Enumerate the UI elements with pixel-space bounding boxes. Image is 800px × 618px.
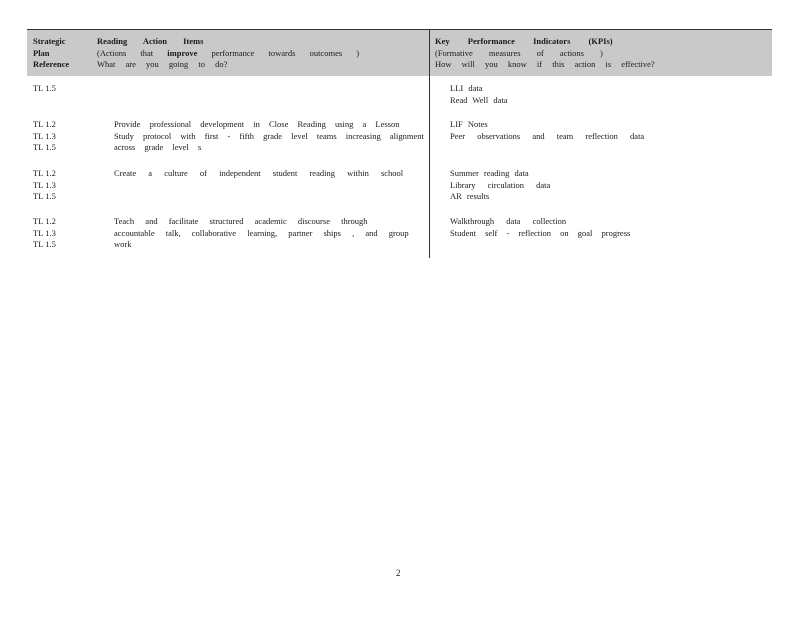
header-actions-sub-bold: improve (167, 47, 198, 58)
header-actions-sub (97, 48, 417, 60)
ref-code: TL 1.3 (33, 227, 56, 238)
ref-code: TL 1.2 (33, 168, 56, 178)
kpi-item (435, 180, 765, 192)
header-kpi (435, 36, 765, 71)
kpi-item (435, 191, 765, 203)
header-kpi-sub: (Formative measures of actions ) (435, 47, 603, 58)
kpi-text: Read Well data (450, 94, 508, 105)
kpi-text: Peer observations and team reflection data (450, 130, 645, 141)
header-ref-line2: Plan (33, 47, 50, 58)
row-kpis (435, 83, 765, 106)
header-ref-line3: Reference (33, 59, 70, 69)
kpi-item (435, 168, 765, 180)
action-line: work (114, 239, 132, 249)
row-reference (33, 119, 56, 154)
kpi-item (435, 95, 765, 107)
kpi-item (435, 131, 765, 143)
ref-code: TL 1.5 (33, 239, 56, 249)
table-header (27, 29, 772, 76)
header-reference (33, 36, 93, 71)
kpi-text: Walkthrough data collection (450, 216, 567, 226)
action-line: Study protocol with first - fifth grade level teams increasing alignment (114, 130, 424, 141)
ref-code: TL 1.3 (33, 179, 56, 190)
kpi-text: LIF Notes (450, 119, 488, 129)
row-reference (33, 83, 56, 95)
kpi-item (435, 119, 765, 131)
header-ref-line1: Strategic (33, 36, 66, 46)
action-text (114, 119, 424, 154)
kpi-text: AR results (450, 191, 490, 201)
action-line: accountable talk, collaborative learning, partner ships , and group (114, 227, 409, 238)
ref-code: TL 1.5 (33, 142, 56, 152)
row-reference (33, 168, 56, 203)
row-kpis (435, 216, 765, 239)
page-number: 2 (396, 568, 401, 578)
ref-code: TL 1.3 (33, 130, 56, 141)
kpi-item (435, 228, 765, 240)
action-line: Create a culture of independent student reading within school (114, 168, 404, 178)
ref-code: TL 1.5 (33, 191, 56, 201)
ref-code: TL 1.5 (33, 83, 56, 93)
header-kpi-title: Key Performance Indicators (KPIs) (435, 36, 613, 46)
action-plan-table (27, 29, 772, 249)
action-line: across grade level s (114, 142, 202, 152)
header-actions-question: What are you going to do? (97, 59, 228, 69)
header-kpi-question: How will you know if this action is effective? (435, 59, 655, 69)
action-line: Teach and facilitate structured academic discourse through (114, 216, 368, 226)
kpi-text: LLI data (450, 83, 483, 93)
kpi-text: Library circulation data (450, 179, 551, 190)
ref-code: TL 1.2 (33, 216, 56, 226)
header-actions (97, 36, 417, 71)
header-actions-sub-post: performance towards outcomes ) (197, 47, 360, 58)
row-kpis (435, 168, 765, 203)
header-actions-title: Reading Action Items (97, 36, 204, 46)
action-line: Provide professional development in Close Reading using a Lesson (114, 119, 400, 129)
action-text (114, 216, 409, 251)
kpi-text: Student self - reflection on goal progress (450, 227, 631, 238)
action-text (114, 168, 404, 180)
kpi-item (435, 216, 765, 228)
column-divider (429, 29, 430, 258)
kpi-item (435, 83, 765, 95)
header-actions-sub-pre: (Actions that (97, 47, 168, 58)
row-kpis (435, 119, 765, 142)
ref-code: TL 1.2 (33, 119, 56, 129)
row-reference (33, 216, 56, 251)
kpi-text: Summer reading data (450, 168, 529, 178)
